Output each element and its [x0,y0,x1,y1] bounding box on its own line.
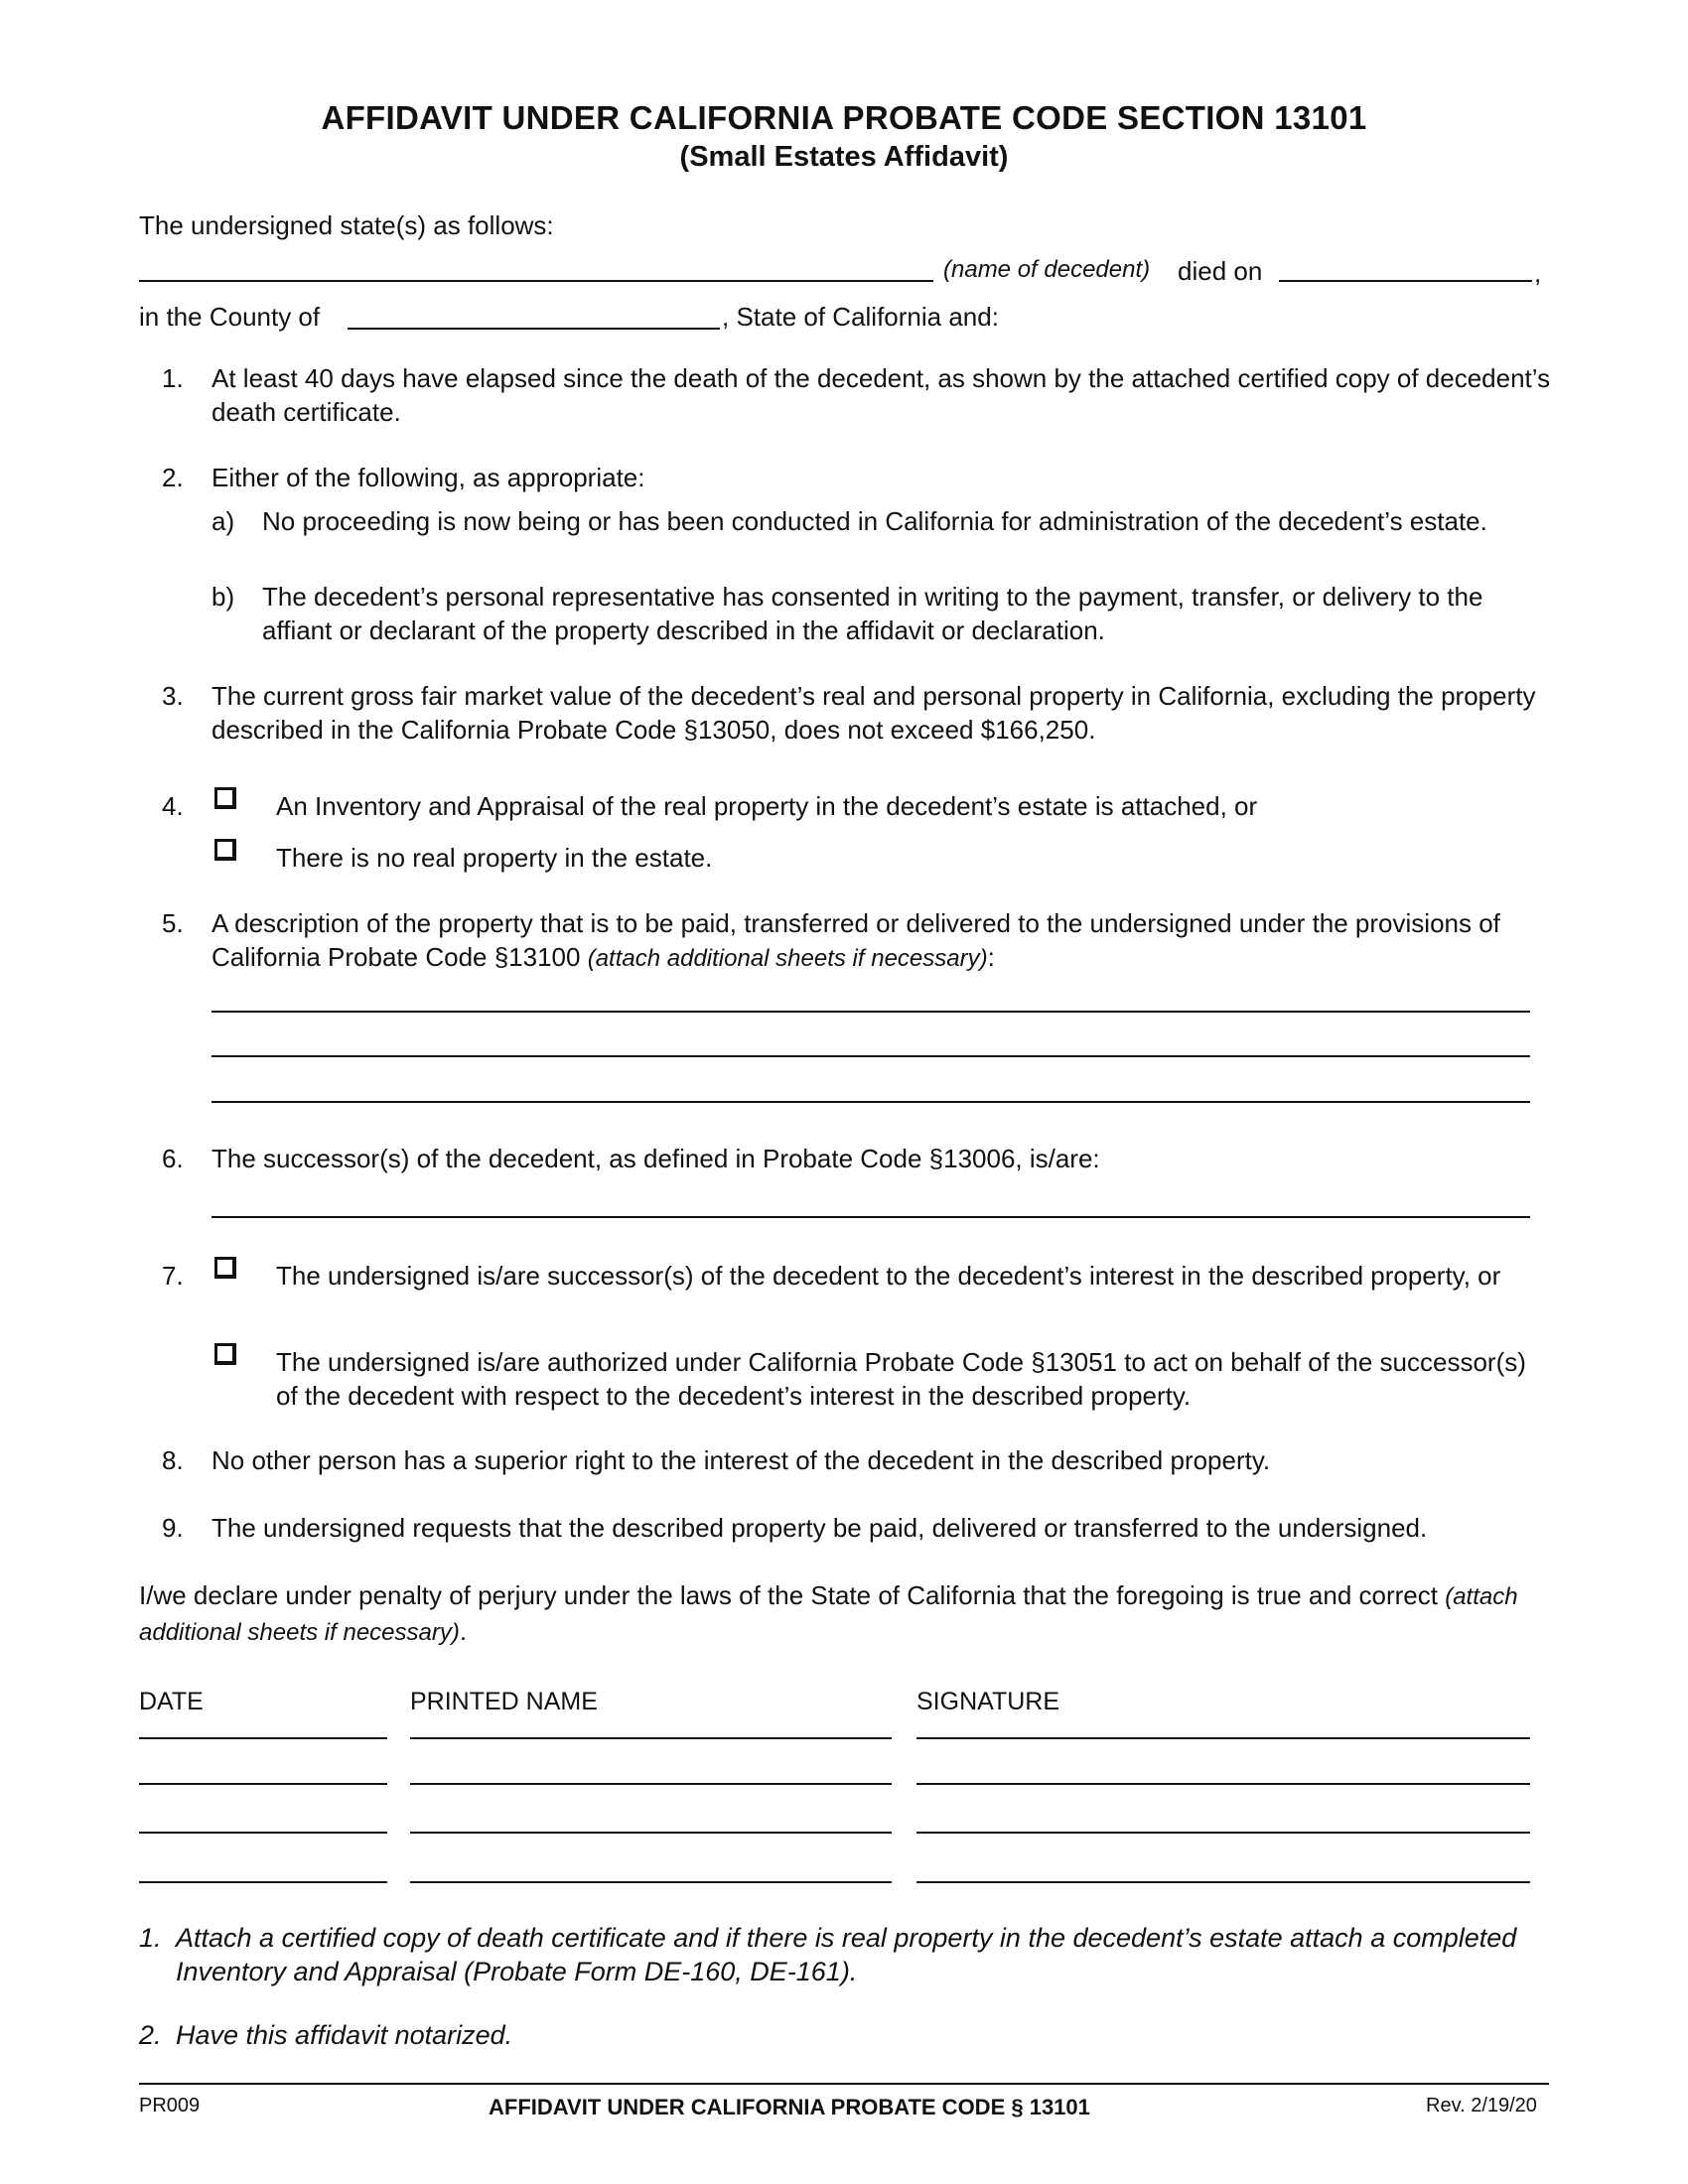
item-4-number: 4. [162,791,184,821]
printed-name-field-4[interactable] [410,1881,892,1883]
intro-text: The undersigned state(s) as follows: [139,210,554,240]
item-7-checkbox-successor[interactable] [214,1257,236,1279]
item-2-number: 2. [162,463,184,492]
item-7-checkbox-authorized[interactable] [214,1343,236,1365]
signature-field-2[interactable] [916,1783,1530,1785]
item-2-text: Either of the following, as appropriate: [211,463,645,492]
item-4-checkbox-inventory[interactable] [214,787,236,809]
declaration-end: . [459,1616,468,1646]
property-description-line-3[interactable] [211,1101,1530,1103]
printed-name-field-2[interactable] [410,1783,892,1785]
comma: , [1534,258,1542,288]
item-4-option-2: There is no real property in the estate. [276,843,713,873]
item-1-number: 1. [162,363,184,393]
page-title: AFFIDAVIT UNDER CALIFORNIA PROBATE CODE SECTION 13101 [321,99,1367,136]
item-4-option-1: An Inventory and Appraisal of the real property in the decedent’s estate is attached, or [276,791,1258,821]
item-5-note: (attach additional sheets if necessary) [587,945,988,972]
item-9-text: The undersigned requests that the described property be paid, delivered or transferred to the undersigned. [211,1513,1428,1543]
signature-field-1[interactable] [916,1737,1530,1739]
item-1-text: At least 40 days have elapsed since the death of the decedent, as shown by the attached certified copy of decedent’s death certificate. [211,363,1551,427]
item-2a-text: No proceeding is now being or has been conducted in California for administration of the decedent’s estate. [262,506,1487,536]
date-header: DATE [139,1688,204,1715]
successors-field[interactable] [211,1216,1530,1218]
item-8-number: 8. [162,1445,184,1475]
declaration-text: I/we declare under penalty of perjury under the laws of the State of California that the foregoing is true and correct [139,1580,1438,1610]
footer-revision: Rev. 2/19/20 [1426,2095,1537,2116]
property-description-line-2[interactable] [211,1055,1530,1057]
item-3-number: 3. [162,681,184,711]
item-7-option-2: The undersigned is/are authorized under California Probate Code §13051 to act on behalf of the successor(s) of the decedent with respect to the decedent’s interest in the described property. [276,1347,1526,1411]
note-1-number: 1. [139,1923,162,1953]
item-8-text: No other person has a superior right to the interest of the decedent in the described property. [211,1445,1271,1475]
item-7-number: 7. [162,1261,184,1291]
footer-form-code: PR009 [139,2095,201,2116]
item-5-main-text: A description of the property that is to be paid, transferred or delivered to the undersigned under the provisions of California Probate Code §13100 [211,908,1500,972]
item-2a-label: a) [211,506,235,536]
date-field-4[interactable] [139,1881,387,1883]
item-3-text: The current gross fair market value of the decedent’s real and personal property in California, excluding the property described in the California Probate Code §13050, does not exceed $166,250. [211,681,1536,745]
footer-title: AFFIDAVIT UNDER CALIFORNIA PROBATE CODE § 13101 [489,2095,1090,2119]
item-4-checkbox-no-real-property[interactable] [214,839,236,861]
date-field-1[interactable] [139,1737,387,1739]
footer-rule [139,2083,1549,2085]
signature-field-4[interactable] [916,1881,1530,1883]
declaration-note: (attach additional sheets if necessary) [139,1583,1518,1646]
item-5-colon: : [987,942,995,972]
item-5-number: 5. [162,908,184,938]
page-subtitle: (Small Estates Affidavit) [679,141,1009,173]
item-6-number: 6. [162,1144,184,1173]
date-field-3[interactable] [139,1832,387,1834]
printed-name-header: PRINTED NAME [410,1688,598,1715]
item-2b-text: The decedent’s personal representative has consented in writing to the payment, transfer, or delivery to the affiant or declarant of the property described in the affidavit or declaration. [262,582,1483,645]
signature-header: SIGNATURE [916,1688,1059,1715]
declaration [139,1578,1549,1650]
died-on-label: died on [1178,256,1263,286]
property-description-line-1[interactable] [211,1011,1530,1013]
item-7-option-1: The undersigned is/are successor(s) of the decedent to the decedent’s interest in the described property, or [276,1261,1501,1291]
county-field[interactable] [348,328,720,330]
date-field-2[interactable] [139,1783,387,1785]
signature-field-3[interactable] [916,1832,1530,1834]
item-9-number: 9. [162,1513,184,1543]
item-6-text: The successor(s) of the decedent, as defined in Probate Code §13006, is/are: [211,1144,1100,1173]
note-2-number: 2. [139,2020,162,2050]
printed-name-field-1[interactable] [410,1737,892,1739]
note-2-text: Have this affidavit notarized. [176,2020,513,2050]
decedent-name-field[interactable] [139,280,933,282]
item-5-text [211,906,1562,976]
note-1-text: Attach a certified copy of death certificate and if there is real property in the decedent’s estate attach a completed Inventory and Appraisal (Probate Form DE-160, DE-161). [176,1923,1517,1986]
decedent-label: (name of decedent) [943,256,1151,283]
death-date-field[interactable] [1279,280,1532,282]
county-prefix: in the County of [139,302,321,332]
printed-name-field-3[interactable] [410,1832,892,1834]
item-2b-label: b) [211,582,235,612]
county-suffix: , State of California and: [722,302,999,332]
